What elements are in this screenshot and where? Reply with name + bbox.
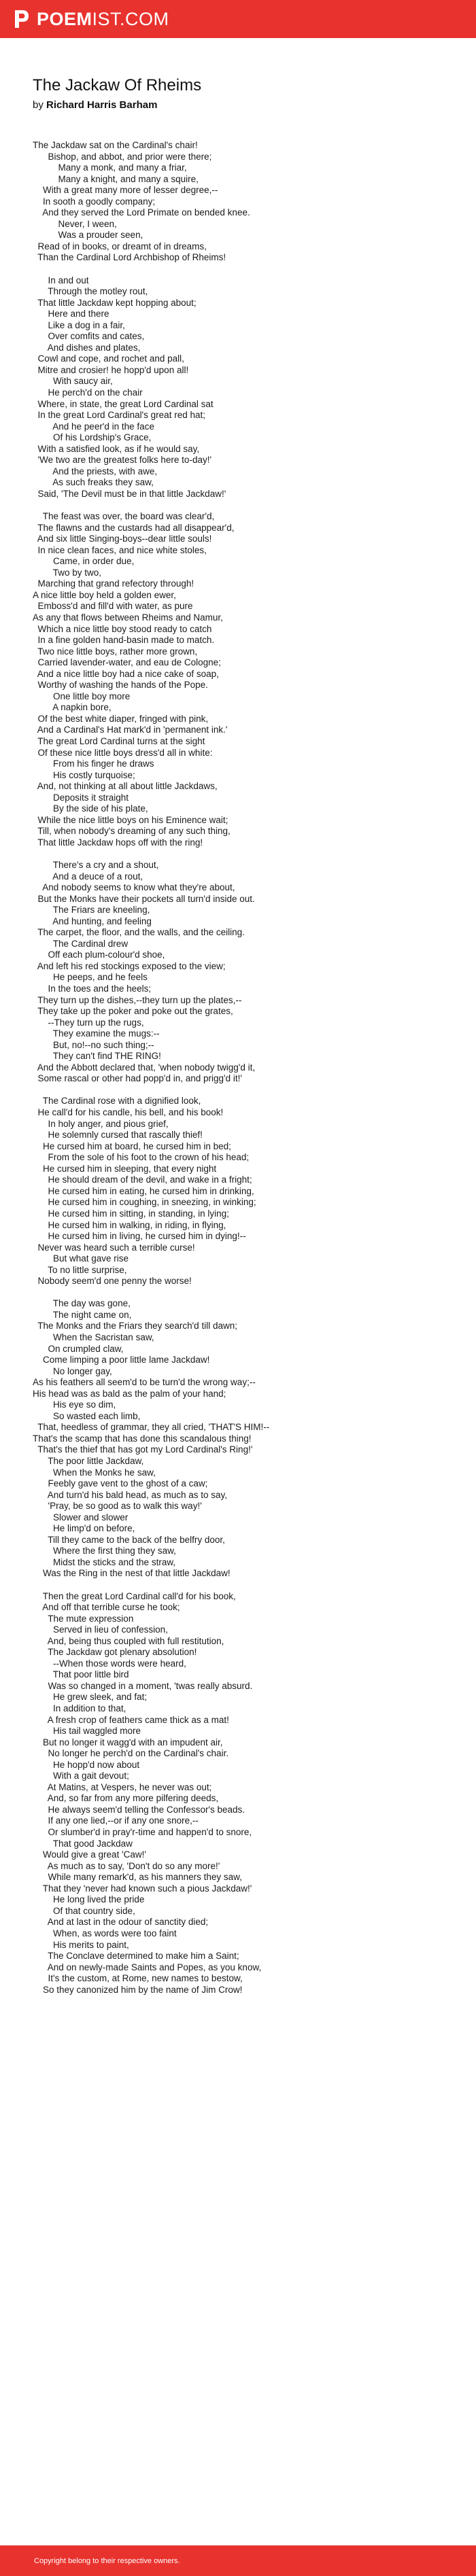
site-header bbox=[0, 0, 476, 38]
poem-line: And left his red stockings exposed to the view; bbox=[33, 960, 226, 971]
poem-line: One little boy more bbox=[33, 691, 131, 701]
poem-line: And on newly-made Saints and Popes, as you know, bbox=[33, 1962, 262, 1972]
poem-line: So wasted each limb, bbox=[33, 1410, 141, 1421]
poem-line: And dishes and plates, bbox=[33, 342, 141, 353]
poem-line: The Cardinal rose with a dignified look, bbox=[33, 1096, 201, 1107]
poem-line: Of these nice little boys dress'd all in white: bbox=[33, 747, 213, 758]
poem-line: And the priests, with awe, bbox=[33, 466, 158, 476]
poem-line: And a deuce of a rout, bbox=[33, 871, 143, 882]
poem-line: He solemnly cursed that rascally thief! bbox=[33, 1130, 203, 1141]
poem-stanza bbox=[33, 1298, 454, 1580]
logo-light-text: IST.COM bbox=[92, 8, 169, 29]
poem-line: A fresh crop of feathers came thick as a mat! bbox=[33, 1714, 229, 1725]
poem-line: That poor little bird bbox=[33, 1669, 129, 1680]
poem-line: Many a knight, and many a squire, bbox=[33, 173, 199, 184]
poem-line: Deposits it straight bbox=[33, 792, 129, 803]
poem-line: He hopp'd now about bbox=[33, 1759, 140, 1770]
poem-line: As much as to say, 'Don't do so any more!' bbox=[33, 1860, 220, 1871]
poem-line: And hunting, and feeling bbox=[33, 916, 152, 926]
poem-line: The carpet, the floor, and the walls, and the ceiling. bbox=[33, 927, 245, 938]
poem-line: Marching that grand refectory through! bbox=[33, 578, 194, 589]
poem-line: Till, when nobody's dreaming of any such thing, bbox=[33, 826, 231, 837]
poem-line: While many remark'd, as his manners they saw, bbox=[33, 1872, 242, 1883]
poem-line: Some rascal or other had popp'd in, and prigg'd it!' bbox=[33, 1073, 242, 1084]
poem-line: Was a prouder seen, bbox=[33, 230, 143, 241]
poem-title: The Jackaw Of Rheims bbox=[33, 76, 202, 94]
poem-line: So they canonized him by the name of Jim Crow! bbox=[33, 1984, 243, 1995]
site-footer bbox=[0, 2545, 476, 2576]
poem-line: He cursed him in sitting, in standing, in lying; bbox=[33, 1208, 229, 1219]
poem-stanza bbox=[33, 275, 454, 500]
poem-line: While the nice little boys on his Eminence wait; bbox=[33, 814, 228, 825]
poem-line: Would give a great 'Caw!' bbox=[33, 1849, 146, 1860]
poem-line: With saucy air, bbox=[33, 376, 113, 387]
poem-line: The Monks and the Friars they search'd till dawn; bbox=[33, 1321, 237, 1331]
poem-line: Feebly gave vent to the ghost of a caw; bbox=[33, 1478, 208, 1489]
poem-line: He cursed him in coughing, in sneezing, in winking; bbox=[33, 1197, 256, 1208]
poem-line: The day was gone, bbox=[33, 1298, 131, 1309]
poem-line: He always seem'd telling the Confessor's beads. bbox=[33, 1804, 245, 1815]
poem-line: No longer he perch'd on the Cardinal's chair. bbox=[33, 1748, 229, 1759]
poem-line: His tail waggled more bbox=[33, 1726, 141, 1737]
poem-line: The Friars are kneeling, bbox=[33, 905, 150, 916]
poem-line: Then the great Lord Cardinal call'd for his book, bbox=[33, 1590, 236, 1601]
poem-line: His eye so dim, bbox=[33, 1399, 116, 1410]
poem-line: That good Jackdaw bbox=[33, 1838, 133, 1849]
poem-line: In a fine golden hand-basin made to match. bbox=[33, 635, 215, 646]
poem-line: From the sole of his foot to the crown of his head; bbox=[33, 1152, 250, 1163]
poem-line: As his feathers all seem'd to be turn'd the wrong way;-- bbox=[33, 1377, 256, 1388]
poem-line: That's the thief that has got my Lord Cardinal's Ring!' bbox=[33, 1444, 253, 1455]
poem-line: He limp'd on before, bbox=[33, 1523, 135, 1534]
poem-line: In holy anger, and pious grief, bbox=[33, 1118, 169, 1129]
poem-line: --They turn up the rugs, bbox=[33, 1017, 144, 1028]
poem-line: They can't find THE RING! bbox=[33, 1051, 161, 1062]
poem-line: On crumpled claw, bbox=[33, 1343, 124, 1354]
poem-line: The Jackdaw got plenary absolution! bbox=[33, 1647, 197, 1658]
poem-line: And off that terrible curse he took; bbox=[33, 1602, 180, 1613]
poem-line: He call'd for his candle, his bell, and his book! bbox=[33, 1107, 224, 1118]
poem-line: The night came on, bbox=[33, 1309, 132, 1320]
poem-line: When the Monks he saw, bbox=[33, 1467, 156, 1478]
poem-line: And turn'd his bald head, as much as to say, bbox=[33, 1489, 227, 1500]
poem-line: In the great Lord Cardinal's great red hat; bbox=[33, 410, 205, 421]
poemist-logo-icon bbox=[14, 9, 30, 29]
poem-line: At Matins, at Vespers, he never was out; bbox=[33, 1781, 212, 1792]
poem-line: Mitre and crosier! he hopp'd upon all! bbox=[33, 364, 189, 375]
poem-line: He perch'd on the chair bbox=[33, 387, 143, 398]
poem-line: In and out bbox=[33, 275, 89, 285]
poem-line: But what gave rise bbox=[33, 1253, 129, 1264]
poem-line: Read of in books, or dreamt of in dreams, bbox=[33, 241, 207, 251]
poem-line: And a Cardinal's Hat mark'd in 'permanent ink.' bbox=[33, 725, 228, 735]
poem-line: He cursed him at board, he cursed him in bed; bbox=[33, 1141, 231, 1151]
poem-line: Off each plum-colour'd shoe, bbox=[33, 950, 165, 960]
poem-line: Emboss'd and fill'd with water, as pure bbox=[33, 601, 193, 612]
poem-line: He long lived the pride bbox=[33, 1894, 145, 1905]
poem-line: Like a dog in a fair, bbox=[33, 319, 125, 330]
poem-line: When, as words were too faint bbox=[33, 1928, 177, 1938]
poem-line: Slower and slower bbox=[33, 1512, 129, 1522]
poem-line: And they served the Lord Primate on bended knee. bbox=[33, 207, 250, 218]
poem-line: The poor little Jackdaw, bbox=[33, 1455, 144, 1466]
poem-line: He cursed him in sleeping, that every night bbox=[33, 1163, 217, 1174]
poem-line: There's a cry and a shout, bbox=[33, 860, 159, 870]
poem-line: And six little Singing-boys--dear little souls! bbox=[33, 534, 212, 544]
poem-line: That, heedless of grammar, they all cried, 'THAT'S HIM!-- bbox=[33, 1422, 270, 1433]
poem-line: Where, in state, the great Lord Cardinal sat bbox=[33, 398, 214, 409]
poem-line: Nobody seem'd one penny the worse! bbox=[33, 1276, 192, 1287]
poem-line: That's the scamp that has done this scandalous thing! bbox=[33, 1433, 252, 1444]
poem-line: Was the Ring in the nest of that little Jackdaw! bbox=[33, 1568, 231, 1579]
poem-line: And nobody seems to know what they're about, bbox=[33, 882, 235, 893]
poem-line: The feast was over, the board was clear'd, bbox=[33, 511, 215, 522]
poem-line: By the side of his plate, bbox=[33, 803, 148, 814]
poem-line: Through the motley rout, bbox=[33, 286, 148, 297]
poem-line: Served in lieu of confession, bbox=[33, 1624, 168, 1635]
poem-line: If any one lied,--or if any one snore,-- bbox=[33, 1815, 199, 1826]
footer-copyright: Copyright belong to their respective owners. bbox=[34, 2556, 180, 2565]
poem-line: In nice clean faces, and nice white stoles, bbox=[33, 544, 207, 555]
poem-line: The Cardinal drew bbox=[33, 938, 129, 949]
poem-line: Or slumber'd in pray'r-time and happen'd to snore, bbox=[33, 1827, 252, 1838]
poem-line: A nice little boy held a golden ewer, bbox=[33, 589, 176, 600]
poem-line: Where the first thing they saw, bbox=[33, 1546, 176, 1556]
poem-line: When the Sacristan saw, bbox=[33, 1331, 154, 1342]
poem-line: 'Pray, be so good as to walk this way!' bbox=[33, 1501, 202, 1512]
poem-line: Came, in order due, bbox=[33, 556, 135, 567]
poem-line: And, so far from any more pilfering deeds, bbox=[33, 1793, 219, 1804]
poem-line: But, no!--no such thing;-- bbox=[33, 1039, 154, 1050]
poem-line: As such freaks they saw, bbox=[33, 477, 154, 488]
poem-line: Till they came to the back of the belfry door, bbox=[33, 1534, 225, 1545]
poem-line: His head was as bald as the palm of your hand; bbox=[33, 1388, 226, 1399]
poem-line: No longer gay, bbox=[33, 1365, 112, 1376]
by-label: by bbox=[33, 99, 44, 111]
poem-line: He cursed him in living, he cursed him in dying!-- bbox=[33, 1231, 246, 1242]
poem-line: 'We two are the greatest folks here to-day!' bbox=[33, 455, 212, 466]
poem-line: The great Lord Cardinal turns at the sight bbox=[33, 735, 205, 746]
poem-line: Of the best white diaper, fringed with pink, bbox=[33, 713, 209, 724]
poem-stanza bbox=[33, 860, 454, 1085]
poem-line: Of his Lordship's Grace, bbox=[33, 432, 152, 443]
poem-line: Bishop, and abbot, and prior were there; bbox=[33, 151, 212, 162]
poem-line: Cowl and cope, and rochet and pall, bbox=[33, 353, 184, 364]
poem-line: He peeps, and he feels bbox=[33, 972, 148, 983]
poem-line: He cursed him in walking, in riding, in flying, bbox=[33, 1219, 226, 1230]
poem-line: Never, I ween, bbox=[33, 218, 117, 229]
poem-line: In the toes and the heels; bbox=[33, 984, 152, 994]
poem-line: The mute expression bbox=[33, 1613, 134, 1624]
poem-line: As any that flows between Rheims and Namur, bbox=[33, 612, 223, 623]
logo-bold-text: POEM bbox=[37, 8, 92, 29]
poem-line: His merits to paint, bbox=[33, 1939, 129, 1950]
poem-stanza bbox=[33, 1591, 454, 1996]
poem-line: From his finger he draws bbox=[33, 759, 154, 769]
poem-line: He should dream of the devil, and wake in a fright; bbox=[33, 1174, 252, 1185]
poem-line: He grew sleek, and fat; bbox=[33, 1692, 148, 1703]
poem-line: Two by two, bbox=[33, 567, 102, 578]
poem-line: --When those words were heard, bbox=[33, 1658, 186, 1669]
poem-line: Of that country side, bbox=[33, 1905, 135, 1916]
poem-line: And, being thus coupled with full restitution, bbox=[33, 1635, 224, 1646]
site-logo[interactable] bbox=[14, 9, 169, 29]
poem-line: The Conclave determined to make him a Saint; bbox=[33, 1951, 239, 1962]
poem-line: The flawns and the custards had all disappear'd, bbox=[33, 522, 235, 533]
poem-body bbox=[33, 140, 454, 1996]
site-logo-text bbox=[37, 10, 169, 29]
poem-line: And he peer'd in the face bbox=[33, 421, 154, 432]
poem-line: That they 'never had known such a pious Jackdaw!' bbox=[33, 1883, 252, 1894]
poem-line: Carried lavender-water, and eau de Cologne; bbox=[33, 657, 221, 668]
poem-line: Come limping a poor little lame Jackdaw! bbox=[33, 1355, 210, 1365]
poem-line: With a gait devout; bbox=[33, 1771, 129, 1781]
poem-line: And a nice little boy had a nice cake of soap, bbox=[33, 668, 219, 679]
poem-line: With a great many more of lesser degree,-- bbox=[33, 185, 218, 196]
poem-line: Than the Cardinal Lord Archbishop of Rheims! bbox=[33, 252, 226, 263]
poem-stanza bbox=[33, 140, 454, 264]
poem-line: Said, 'The Devil must be in that little Jackdaw!' bbox=[33, 488, 226, 499]
poem-line: And the Abbott declared that, 'when nobody twigg'd it, bbox=[33, 1062, 256, 1073]
poem-line: Was so changed in a moment, 'twas really absurd. bbox=[33, 1680, 253, 1691]
poem-line: His costly turquoise; bbox=[33, 769, 135, 780]
poem-line: But the Monks have their pockets all turn'd inside out. bbox=[33, 893, 255, 904]
poem-line: Midst the sticks and the straw, bbox=[33, 1556, 176, 1567]
poem-line: The Jackdaw sat on the Cardinal's chair! bbox=[33, 140, 198, 150]
poem-line: Here and there bbox=[33, 309, 109, 319]
poem-stanza bbox=[33, 511, 454, 848]
poem-line: Which a nice little boy stood ready to catch bbox=[33, 623, 212, 634]
poem-line: That little Jackdaw hops off with the ring! bbox=[33, 837, 203, 848]
poem-line: And, not thinking at all about little Jackdaws, bbox=[33, 781, 218, 792]
poem-line: To no little surprise, bbox=[33, 1264, 127, 1275]
poem-byline bbox=[33, 99, 454, 111]
poem-line: In sooth a goodly company; bbox=[33, 196, 156, 207]
poem-line: Many a monk, and many a friar, bbox=[33, 162, 187, 173]
poem-line: Two nice little boys, rather more grown, bbox=[33, 646, 198, 657]
poem-line: They take up the poker and poke out the grates, bbox=[33, 1006, 233, 1017]
poem-line: It's the custom, at Rome, new names to bestow, bbox=[33, 1973, 243, 1984]
poem-line: That little Jackdaw kept hopping about; bbox=[33, 297, 197, 308]
poem-line: Never was heard such a terrible curse! bbox=[33, 1242, 195, 1253]
poem-line: A napkin bore, bbox=[33, 702, 112, 713]
poem-line: And at last in the odour of sanctity died; bbox=[33, 1917, 209, 1928]
poem-line: But no longer it wagg'd with an impudent air, bbox=[33, 1737, 223, 1747]
poem-line: They turn up the dishes,--they turn up the plates,-- bbox=[33, 994, 242, 1005]
poem-line: Worthy of washing the hands of the Pope. bbox=[33, 680, 208, 691]
poem-line: He cursed him in eating, he cursed him in drinking, bbox=[33, 1185, 254, 1196]
poem-stanza bbox=[33, 1096, 454, 1287]
poem-author[interactable]: Richard Harris Barham bbox=[46, 99, 158, 111]
poem-line: Over comfits and cates, bbox=[33, 331, 145, 342]
poem-line: They examine the mugs:-- bbox=[33, 1028, 160, 1039]
poem-line: With a satisfied look, as if he would say, bbox=[33, 443, 200, 454]
poem-content bbox=[33, 76, 454, 2007]
poem-line: In addition to that, bbox=[33, 1703, 126, 1714]
